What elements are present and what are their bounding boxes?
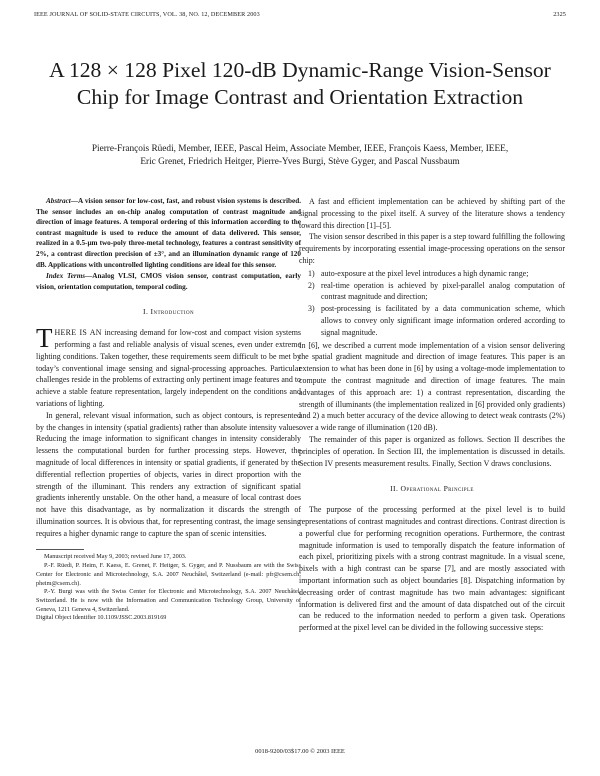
section-heading-operational-principle: II. Operational Principle [390, 484, 474, 494]
paper-title: A 128 × 128 Pixel 120-dB Dynamic-Range Vision-Sensor Chip for Image Contrast and Orientation Extraction [49, 58, 551, 109]
right-paragraph-4: The remainder of this paper is organized as follows. Section II describes the principles of operation. In Section III, the implementation is discussed in details. Section IV presents measurement results. Finally, Section V draws conclusions. [299, 434, 565, 468]
drop-cap: T [36, 323, 53, 354]
intro-paragraph-2: In general, relevant visual information, such as object contours, is represented by the changes in intensity (spatial gradients) rather than absolute intensity values. Reducing the image information to significant changes in intensity considerably lessens the computational burden for further processing steps. However, the magnitude of local differences in intensity or spatial gradients, if generated by the differential reflection properties of objects, varies in direct proportion with the strength of the illuminant. This renders any extraction of significant spatial gradients inherently unstable. On the other hand, a measure of local contrast does not have this disadvantage, as by normalization it discards the strength of illumination sources. It is obvious that, for representing contrast, the image sensing requires a higher dynamic range to capture the span of scenic intensities. [36, 410, 301, 538]
intro-paragraph-1 [36, 323, 302, 410]
journal-header: IEEE JOURNAL OF SOLID-STATE CIRCUITS, VOL. 38, NO. 12, DECEMBER 2003 [34, 11, 260, 18]
footnote-burgi: P.-Y. Burgi was with the Swiss Center for Electronic and Microtechnology, S.A. 2007 Neuchâtel, Switzerland. He is now with the Information and Communication Technology Group, University of Geneva, 1211 Geneva 4, Switzerland. [36, 588, 301, 613]
requirements-list [299, 268, 565, 339]
abstract-text: A vision sensor for low-cost, fast, and robust vision systems is described. The sensor includes an on-chip analog computation of contrast magnitude and direction of image features. A temporal ordering of this information according to the contrast magnitude is used to reduce the amount of data delivered. This sensor, realized in a 0.5-μm two-poly three-metal technology, features a contrast sensitivity of 2%, a contrast direction precision of ±3°, and an illumination dynamic range of 120 dB. Applications with uncontrolled lighting conditions are ideal for this sensor. [36, 197, 301, 269]
copyright-footer: 0018-9200/03$17.00 © 2003 IEEE [255, 748, 345, 755]
footnote-rule [36, 549, 84, 550]
index-terms-text: Analog VLSI, CMOS vision sensor, contrast computation, early vision, orientation computation, temporal coding. [36, 272, 301, 291]
index-terms [36, 271, 301, 292]
list-item-text: post-processing is facilitated by a data communication scheme, which allows to convey only significant image information ordered according to signal magnitude. [321, 304, 565, 337]
list-item [308, 280, 565, 304]
footnotes [36, 549, 301, 623]
list-item [308, 303, 565, 338]
list-item-number: 3) [308, 304, 315, 314]
running-head [34, 11, 566, 21]
footnote-affiliations: P.-F. Rüedi, P. Heim, F. Kaess, E. Grenet, F. Heitger, S. Gyger, and P. Nussbaum are with the Swiss Center for Electronic and Microtechnology, S.A. 2007 Neuchâtel, Switzerland (e-mail: pfr@csem.ch; pheim@csem.ch). [36, 562, 301, 587]
abstract [36, 196, 301, 270]
list-item [308, 268, 565, 280]
footnote-doi: Digital Object Identifier 10.1109/JSSC.2003.819169 [36, 614, 167, 622]
authors-line-2: Eric Grenet, Friedrich Heitger, Pierre-Yves Burgi, Stève Gyger, and Pascal Nussbaum [140, 156, 460, 167]
right-paragraph-1: A fast and efficient implementation can be achieved by shifting part of the signal processing to the pixel itself. A survey of the literature shows a tendency toward this direction [1]–[5]. [299, 197, 565, 230]
right-column [299, 196, 565, 634]
list-item-number: 1) [308, 268, 315, 278]
list-item-number: 2) [308, 280, 315, 290]
intro-p1-text: increasing demand for low-cost and compact vision systems performing a fast and reliable analysis of visual scenes, even under extreme lighting conditions. Taken together, these requirements seem difficult to be met by today’s conventional image sensing and signal-processing approaches. Particular challenges reside in the problems of extracting only pertinent image features and to achieve a stable feature representation, largely independent on the conditions and variations of lighting. [36, 328, 302, 408]
author-list [30, 143, 570, 168]
footnote-manuscript: Manuscript received May 9, 2003; revised June 17, 2003. [44, 553, 187, 561]
abstract-lead: Abstract— [46, 197, 78, 205]
section-heading-introduction: I. Introduction [143, 307, 194, 317]
right-paragraph-3: In [6], we described a current mode implementation of a vision sensor delivering the spatial gradient magnitude and direction of image features. This paper is an extension to what has been done in [6] by using a voltage-mode implementation to compute the contrast magnitude and direction of image features. The main advantages of this approach are: 1) a contrast representation, discarding the strength of illuminants (the implementation realized in [6] provided only gradients) and 2) a much better accuracy of the device allowing to detect weak contrasts (2%) over a wide range of illumination (120 dB). [299, 340, 565, 433]
left-column [36, 196, 301, 623]
index-terms-lead: Index Terms— [46, 272, 93, 281]
page-number: 2325 [553, 11, 566, 18]
authors-line-1: Pierre-François Rüedi, Member, IEEE, Pascal Heim, Associate Member, IEEE, François Kaess, Member, IEEE, [91, 144, 509, 154]
list-item-text: real-time operation is achieved by pixel-parallel analog computation of contrast magnitude and direction; [321, 280, 565, 302]
right-paragraph-2: The vision sensor described in this paper is a step toward fulfilling the following requirements by incorporating essential image-processing operations on the sensor chip: [299, 232, 565, 265]
list-item-text: auto-exposure at the pixel level introduces a high dynamic range; [321, 268, 529, 278]
right-paragraph-5: The purpose of the processing performed at the pixel level is to build representations of contrast magnitudes and contrast directions. Contrast direction is a powerful clue for performing recognition operations. Furthermore, the contrast magnitude information is used to temporally dispatch the feature information of each pixel, prioritizing pixels with a strong contrast magnitude. In a visual scene, pixels with a high contrast can be sparse [7], and are mostly associated with important information such as object boundaries [8]. Dispatching information by decreasing order of contrast magnitude has two main advantages: significant information is delivered first and the amount of data dispatched out of the circuit can be reduced to the information needed to perform a given task. Operations performed at the pixel level can be divided in the following successive steps: [299, 505, 565, 633]
intro-lead-caps: HERE IS AN [54, 328, 102, 338]
